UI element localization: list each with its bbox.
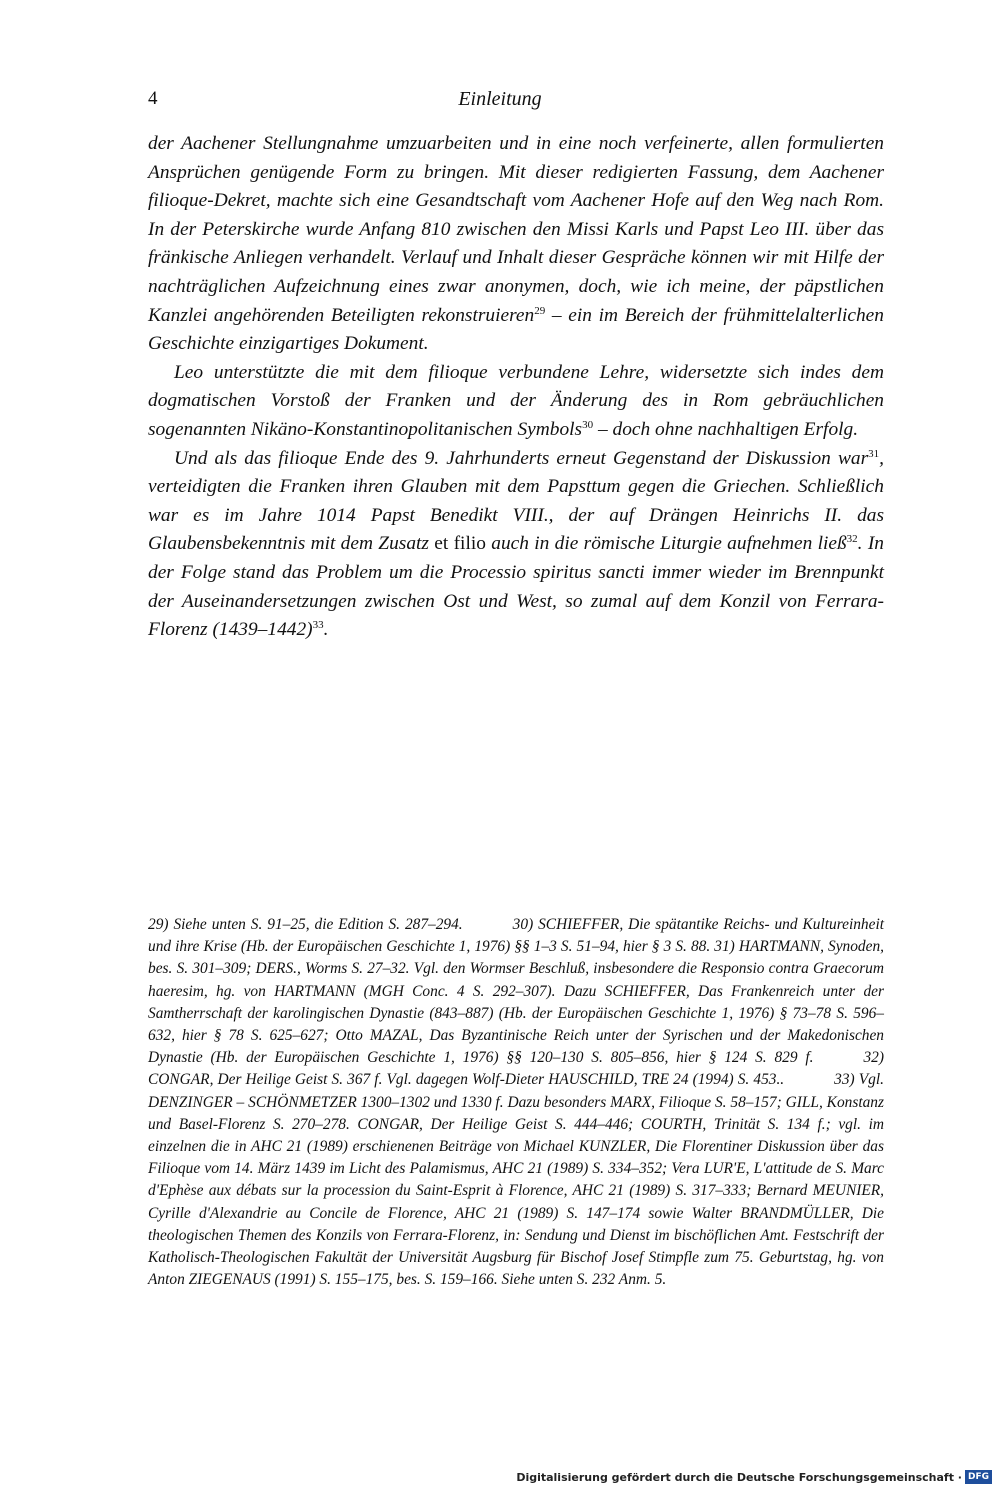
page-number: 4	[148, 88, 158, 109]
digitization-credit	[516, 1470, 992, 1484]
paragraph-3-upright-term: et filio	[434, 533, 486, 555]
footnote-29: 29) Siehe unten S. 91–25, die Edition S. 287–294.	[148, 916, 463, 933]
paragraph-1-tail: – ein im Bereich der frühmittelalterlichen Geschichte einzigartiges Dokument.	[148, 304, 884, 355]
running-title: Einleitung	[458, 88, 542, 110]
footnote-33: 33) Vgl. DENZINGER – SCHÖNMETZER 1300–1302 und 1330 f. Dazu besonders MARX, Filioque S. 58–157; GILL, Konstanz und Basel-Florenz S. 270–278. CONGAR, Der Heilige Geist S. 444–446; COURTH, Trinität S. 134 f.; vgl. im einzelnen die in AHC 21 (1989) erschienenen Beiträge von Michael KUNZLER, Die Florentiner Diskussion über das Filioque vom 14. März 1439 im Licht des Palamismus, AHC 21 (1989) S. 334–352; Vera LUR'E, L'attitude de S. Marc d'Ephèse aux débats sur la procession du Saint-Esprit à Florence, AHC 21 (1989) S. 317–333; Bernard MEUNIER, Cyrille d'Alexandrie au Concile de Florence, AHC 21 (1989) S. 147–174 sowie Walter BRANDMÜLLER, Die theologischen Themen des Konzils von Ferrara-Florenz, in: Sendung und Dienst im bischöflichen Amt. Festschrift der Katholisch-Theologischen Fakultät der Universität Augsburg für Bischof Josef Stimpfle zum 75. Geburtstag, hg. von Anton ZIEGENAUS (1991) S. 155–175, bes. S. 159–166. Siehe unten S. 232 Anm. 5.	[148, 1071, 884, 1289]
footnote-ref-29[interactable]: 29	[534, 304, 546, 317]
footnote-32: 32) CONGAR, Der Heilige Geist S. 367 f. Vgl. dagegen Wolf-Dieter HAUSCHILD, TRE 24 (1994) S. 453..	[148, 1049, 884, 1089]
footnote-ref-30[interactable]: 30	[582, 418, 594, 431]
footnotes	[148, 914, 884, 1291]
paragraph-2-tail: – doch ohne nachhaltigen Erfolg.	[593, 418, 859, 440]
footnote-31: 31) HARTMANN, Synoden, bes. S. 301–309; DERS., Worms S. 27–32. Vgl. den Wormser Beschluß, insbesondere die Responsio contra Graecorum haeresim, hg. von HARTMANN (MGH Conc. 4 S. 292–307). Dazu SCHIEFFER, Das Frankenreich unter der Samtherrschaft der karolingischen Dynastie (843–887) (Hb. der Europäischen Geschichte 1, 1976) § 73–78 S. 596–632, hier § 78 S. 625–627; Otto MAZAL, Das Byzantinische Reich unter der Syrischen und der Makedonischen Dynastie (Hb. der Europäischen Geschichte 1, 1976) §§ 120–130 S. 805–856, hier § 124 S. 829 f.	[148, 938, 884, 1067]
footnote-ref-31[interactable]: 31	[868, 447, 880, 460]
paragraph-3-text-1: Und als das filioque Ende des 9. Jahrhunderts erneut Gegenstand der Diskussion war	[174, 447, 869, 469]
footnote-ref-32[interactable]: 32	[846, 533, 858, 546]
main-text	[148, 130, 884, 645]
paragraph-3-text-5: .	[323, 619, 329, 641]
dfg-logo: DFG	[965, 1470, 992, 1484]
paragraph-3-text-3: auch in die römische Liturgie aufnehmen ließ	[485, 533, 847, 555]
paragraph-2	[148, 359, 884, 445]
credit-text: Digitalisierung gefördert durch die Deutsche Forschungsgemeinschaft ·	[516, 1470, 962, 1484]
footnote-ref-33[interactable]: 33	[312, 619, 324, 632]
footnote-30: 30) SCHIEFFER, Die spätantike Reichs- und Kultureinheit und ihre Krise (Hb. der Europäischen Geschichte 1, 1976) §§ 1–3 S. 51–94, hier § 3 S. 88.	[148, 916, 885, 956]
paragraph-2-text: Leo unterstützte die mit dem filioque verbundene Lehre, widersetzte sich indes dem dogmatischen Vorstoß der Franken und der Änderung des in Rom gebräuchlichen sogenannten Nikäno-Konstantinopolitanischen Symbols	[148, 361, 884, 440]
paragraph-1	[148, 130, 884, 359]
paragraph-3	[148, 445, 884, 645]
paragraph-3-text-2: , verteidigten die Franken ihren Glauben mit dem Papsttum gegen die Griechen. Schließlich war es im Jahre 1014 Papst Benedikt VIII., der auf Drängen Heinrichs II. das Glaubensbekenntnis mit dem Zusatz	[148, 447, 884, 555]
paragraph-1-text: der Aachener Stellungnahme umzuarbeiten und in eine noch verfeinerte, allen formulierten Ansprüchen genügende Form zu bringen. Mit dieser redigierten Fassung, dem Aachener filioque-Dekret, machte sich eine Gesandtschaft vom Aachener Hofe auf den Weg nach Rom. In der Peterskirche wurde Anfang 810 zwischen den Missi Karls und Papst Leo III. über das fränkische Anliegen verhandelt. Verlauf und Inhalt dieser Gespräche können wir mit Hilfe der nachträglichen Aufzeichnung eines zwar anonymen, doch, wie ich meine, der päpstlichen Kanzlei angehörenden Beteiligten rekonstruieren	[148, 133, 884, 326]
paragraph-3-text-4: . In der Folge stand das Problem um die Processio spiritus sancti immer wieder im Brennpunkt der Auseinandersetzungen zwischen Ost und West, so zumal auf dem Konzil von Ferrara-Florenz (1439–1442)	[148, 533, 884, 641]
